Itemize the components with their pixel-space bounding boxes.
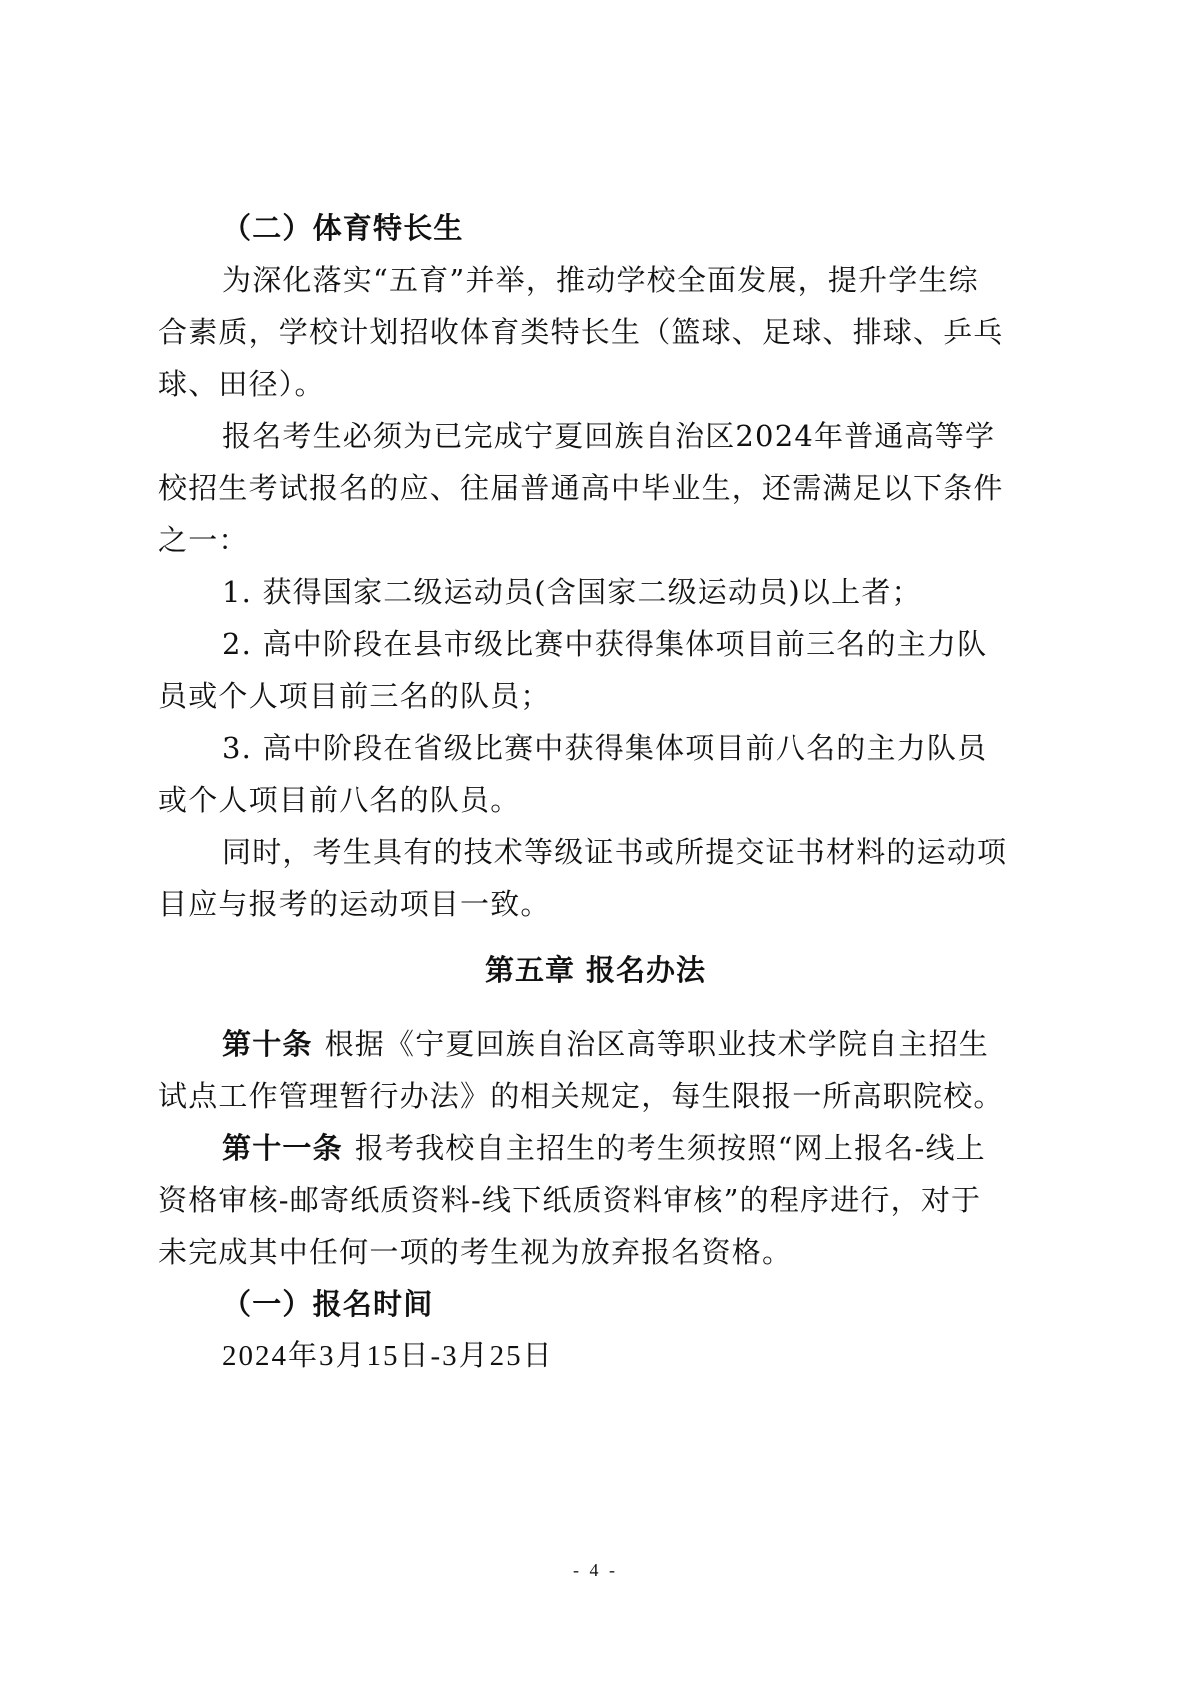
article-10-cont: 试点工作管理暂行办法》的相关规定，每生限报一所高职院校。 [158,1079,1004,1113]
article-10-text: 根据《宁夏回族自治区高等职业技术学院自主招生 [324,1027,990,1061]
paragraph-line: 合素质，学校计划招收体育类特长生（篮球、足球、排球、乒乓 [158,315,1004,349]
paragraph-line: 报名考生必须为已完成宁夏回族自治区2024年普通高等学 [222,419,996,453]
paragraph-line: 目应与报考的运动项目一致。 [158,887,551,921]
paragraph-line: 校招生考试报名的应、往届普通高中毕业生，还需满足以下条件 [158,471,1004,505]
condition-item-3-cont: 或个人项目前八名的队员。 [158,783,521,817]
condition-item-1: 1. 获得国家二级运动员(含国家二级运动员)以上者； [222,575,922,609]
article-11-label: 第十一条 [222,1131,343,1165]
paragraph-line: 之一： [158,523,249,557]
chapter-title: 第五章 报名办法 [484,953,707,987]
page-number: - 4 - [573,1560,618,1580]
article-11-cont: 资格审核-邮寄纸质资料-线下纸质资料审核”的程序进行，对于 [158,1183,982,1217]
condition-item-2: 2. 高中阶段在县市级比赛中获得集体项目前三名的主力队 [222,627,988,661]
article-11-text: 报考我校自主招生的考生须按照“网上报名-线上 [354,1131,986,1165]
article-10-label: 第十条 [222,1027,313,1061]
section-heading-sports: （二）体育特长生 [222,211,464,245]
article-11-cont: 未完成其中任何一项的考生视为放弃报名资格。 [158,1235,793,1269]
paragraph-line: 球、田径）。 [158,367,325,401]
article-10 [222,1024,1038,1064]
condition-item-2-cont: 员或个人项目前三名的队员； [158,679,551,713]
condition-item-3: 3. 高中阶段在省级比赛中获得集体项目前八名的主力队员 [222,731,988,765]
registration-date-range: 2024年3月15日-3月25日 [222,1340,554,1372]
section-heading-time: （一）报名时间 [222,1287,434,1321]
paragraph-line: 为深化落实“五育”并举，推动学校全面发展，提升学生综 [222,263,979,297]
paragraph-line: 同时，考生具有的技术等级证书或所提交证书材料的运动项 [222,835,1008,869]
article-11 [222,1128,1038,1168]
